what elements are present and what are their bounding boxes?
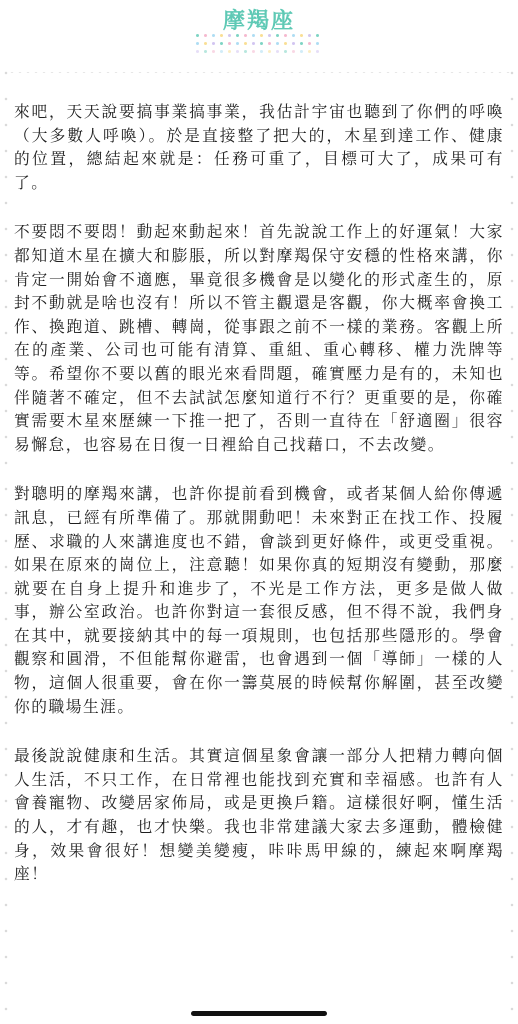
article-paragraph: 最後說說健康和生活。其實這個星象會讓一部分人把精力轉向個人生活，不只工作，在日常裡也能找到充實和幸福感。也許有人會養寵物、改變居家佈局，或是更換戶籍。這樣很好啊，懂生活的人，才有趣，也才快樂。我也非常建議大家去多運動，體檢健身，效果會很好！想變美變瘦，咔咔馬甲線的，練起來啊摩羯座！: [14, 746, 504, 884]
decorative-dot-border-left: [3, 60, 9, 1014]
decoration-dot: [204, 42, 207, 45]
title-decoration-dots: [196, 34, 322, 56]
decoration-dot: [228, 34, 231, 37]
decoration-dot: [204, 50, 207, 53]
article-paragraph: 來吧，天天說要搞事業搞事業，我估計宇宙也聽到了你們的呼喚（大多數人呼喚）。於是直接整了把大的，木星到達工作、健康的位置，總結起來就是：任務可重了，目標可大了，成果可有了。: [14, 102, 504, 192]
decoration-dot: [276, 42, 279, 45]
decoration-dot: [244, 34, 247, 37]
decoration-dot: [252, 50, 255, 53]
decoration-dot: [276, 50, 279, 53]
decoration-dot: [228, 42, 231, 45]
decorative-dot-border-right: [509, 60, 515, 1014]
decoration-dot: [244, 50, 247, 53]
decoration-dot: [196, 34, 199, 37]
decoration-dot: [284, 34, 287, 37]
decoration-dot: [308, 34, 311, 37]
decoration-dot: [252, 42, 255, 45]
decoration-dot: [212, 42, 215, 45]
decoration-dot: [220, 34, 223, 37]
decoration-dot: [236, 50, 239, 53]
decoration-dot: [316, 34, 319, 37]
decoration-dot: [268, 50, 271, 53]
decoration-dot: [228, 50, 231, 53]
decoration-dot: [220, 50, 223, 53]
article-paragraph: 不要悶不要悶！動起來動起來！首先說說工作上的好運氣！大家都知道木星在擴大和膨脹，所以對摩羯保守安穩的性格來講，你肯定一開始會不適應，畢竟很多機會是以變化的形式產生的，原封不動就是啥也沒有！所以不管主觀還是客觀，你大概率會換工作、換跑道、跳槽、轉崗，從事跟之前不一樣的業務。客觀上所在的產業、公司也可能有清算、重組、重心轉移、權力洗牌等等。希望你不要以舊的眼光來看問題，確實壓力是有的，未知也伴隨著不確定，但不去試試怎麼知道行不行？更重要的是，你確實需要木星來歷練一下推一把了，否則一直待在「舒適圈」很容易懈怠，也容易在日復一日裡給自己找藉口，不去改變。: [14, 222, 504, 454]
decoration-dot: [196, 42, 199, 45]
decoration-dot: [284, 42, 287, 45]
decoration-dot: [268, 34, 271, 37]
decoration-dot: [252, 34, 255, 37]
decoration-dot: [300, 34, 303, 37]
decoration-dot: [204, 34, 207, 37]
decoration-dot: [236, 42, 239, 45]
decoration-dot: [236, 34, 239, 37]
decoration-dot: [292, 42, 295, 45]
decoration-dot: [300, 50, 303, 53]
decoration-dot: [212, 34, 215, 37]
decoration-dot: [260, 50, 263, 53]
decoration-dot: [308, 50, 311, 53]
page-title: 摩羯座: [222, 9, 295, 34]
article-body: [14, 100, 504, 912]
decoration-dot: [316, 50, 319, 53]
decoration-dot: [300, 42, 303, 45]
decoration-dot: [292, 50, 295, 53]
decoration-dot: [292, 34, 295, 37]
decoration-dot: [260, 34, 263, 37]
decoration-dot: [244, 42, 247, 45]
decoration-dot: [260, 42, 263, 45]
decoration-dot: [212, 50, 215, 53]
home-indicator-bar[interactable]: [191, 1011, 327, 1016]
decoration-dot: [276, 34, 279, 37]
header-divider: [8, 72, 510, 73]
decoration-dot: [220, 42, 223, 45]
article-paragraph: 對聰明的摩羯來講，也許你提前看到機會，或者某個人給你傳遞訊息，已經有所準備了。那就開動吧！未來對正在找工作、投履歷、求職的人來講進度也不錯，會談到更好條件，或更受重視。如果在原來的崗位上，注意聽！如果你真的短期沒有變動，那麼就要在自身上提升和進步了，不光是工作方法，更多是做人做事，辦公室政治。也許你對這一套很反感，但不得不說，我們身在其中，就要接納其中的每一項規則，也包括那些隱形的。學會觀察和圓滑，不但能幫你避雷，也會遇到一個「導師」一樣的人物，這個人很重要，會在你一籌莫展的時候幫你解圍，甚至改變你的職場生涯。: [14, 484, 504, 716]
decoration-dot: [268, 42, 271, 45]
decoration-dot: [284, 50, 287, 53]
decoration-dot: [308, 42, 311, 45]
decoration-dot: [196, 50, 199, 53]
article-header: [0, 0, 518, 80]
decoration-dot: [316, 42, 319, 45]
